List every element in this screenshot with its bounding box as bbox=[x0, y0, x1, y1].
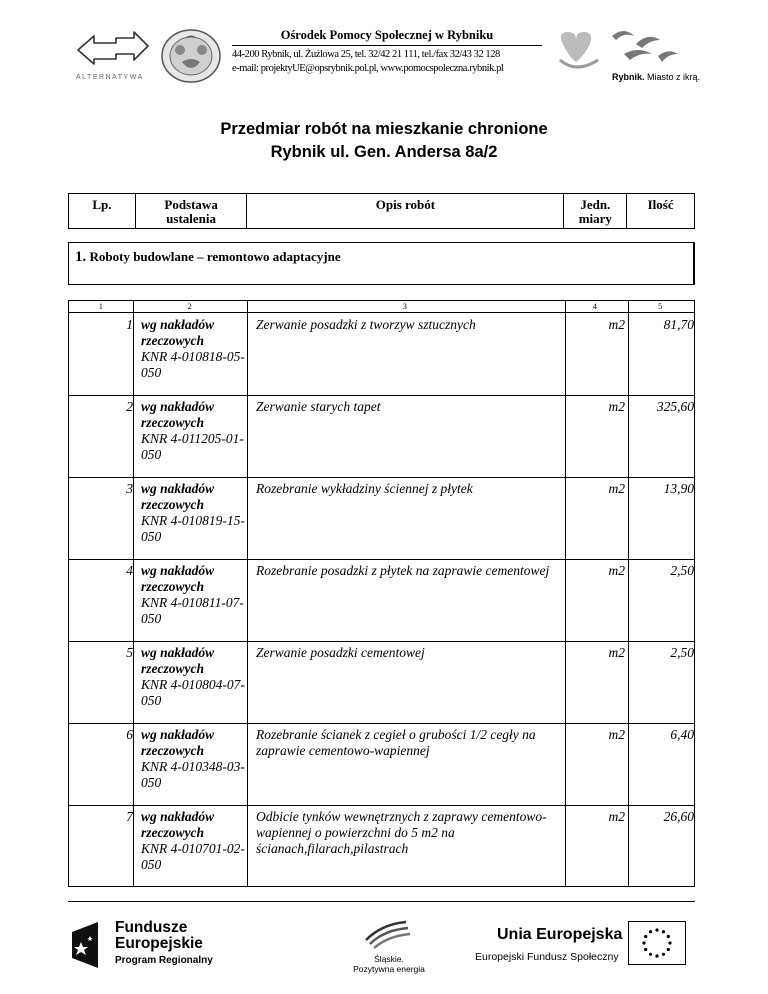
col-header-basis-l2: ustalenia bbox=[166, 211, 217, 226]
row-basis bbox=[141, 317, 249, 381]
col-header-unit-l2: miary bbox=[578, 211, 612, 226]
row-quantity: 2,50 bbox=[670, 645, 694, 660]
row-quantity: 13,90 bbox=[663, 481, 694, 496]
table-row bbox=[69, 478, 694, 560]
row-unit: m2 bbox=[608, 645, 625, 660]
footer-divider bbox=[68, 901, 695, 902]
row-unit: m2 bbox=[608, 317, 625, 332]
row-unit: m2 bbox=[608, 481, 625, 496]
row-lp: 4 bbox=[126, 563, 133, 578]
eu-star-icon bbox=[662, 930, 665, 933]
title-line-2: Rybnik ul. Gen. Andersa 8a/2 bbox=[270, 143, 498, 161]
eu-star-icon bbox=[655, 954, 658, 957]
eu-star-icon bbox=[668, 941, 671, 944]
row-basis-type: wg nakładów rzeczowych bbox=[141, 645, 215, 676]
eu-flag-icon bbox=[628, 921, 686, 965]
eu-star-icon bbox=[644, 935, 647, 938]
org-name: Ośrodek Pomocy Społecznej w Rybniku bbox=[232, 28, 542, 46]
slaskie-text bbox=[344, 954, 434, 974]
row-lp: 5 bbox=[126, 645, 133, 660]
row-basis-type: wg nakładów rzeczowych bbox=[141, 317, 215, 348]
row-basis-code: KNR 4-010701-02-050 bbox=[141, 841, 245, 872]
row-description: Zerwanie starych tapet bbox=[256, 399, 381, 414]
row-quantity: 26,60 bbox=[663, 809, 694, 824]
fundusze-europejskie-text bbox=[115, 920, 203, 952]
col-header-basis-l1: Podstawa bbox=[164, 197, 218, 212]
row-basis-type: wg nakładów rzeczowych bbox=[141, 809, 215, 840]
rybnik-logo-text bbox=[612, 72, 700, 82]
slaskie-line-1: Śląskie. bbox=[374, 954, 404, 964]
col-header-qty: Ilość bbox=[647, 197, 674, 212]
col-number: 5 bbox=[658, 302, 663, 311]
row-unit: m2 bbox=[608, 563, 625, 578]
section-number: 1. bbox=[75, 249, 87, 265]
row-description: Zerwanie posadzki z tworzyw sztucznych bbox=[256, 317, 476, 332]
letterhead bbox=[0, 0, 768, 100]
col-number: 2 bbox=[187, 302, 192, 311]
row-basis-code: KNR 4-010819-15-050 bbox=[141, 513, 245, 544]
rybnik-brand: Rybnik. bbox=[612, 72, 645, 82]
table-row bbox=[69, 314, 694, 396]
table-row bbox=[69, 724, 694, 806]
table-header bbox=[68, 193, 695, 229]
row-description: Rozebranie wykładziny ściennej z płytek bbox=[256, 481, 473, 496]
eu-star-icon bbox=[649, 953, 652, 956]
eu-star-icon bbox=[655, 928, 658, 931]
eu-star-icon bbox=[667, 935, 670, 938]
row-quantity: 6,40 bbox=[670, 727, 694, 742]
section-header bbox=[68, 242, 695, 285]
table-row bbox=[69, 396, 694, 478]
col-header-unit-l1: Jedn. bbox=[580, 197, 611, 212]
col-header-basis bbox=[136, 194, 248, 228]
alternatywa-logo-text: ALTERNATYWA bbox=[76, 74, 144, 81]
row-quantity: 2,50 bbox=[670, 563, 694, 578]
row-basis bbox=[141, 481, 249, 545]
row-unit: m2 bbox=[608, 399, 625, 414]
col-header-desc: Opis robót bbox=[247, 194, 564, 228]
row-basis-code: KNR 4-010818-05-050 bbox=[141, 349, 245, 380]
column-numbers bbox=[69, 301, 694, 313]
row-basis-type: wg nakładów rzeczowych bbox=[141, 399, 215, 430]
fe-line-1: Fundusze bbox=[115, 919, 188, 936]
items-table bbox=[68, 300, 695, 887]
row-basis-code: KNR 4-010348-03-050 bbox=[141, 759, 245, 790]
row-lp: 7 bbox=[126, 809, 133, 824]
col-number: 3 bbox=[402, 302, 407, 311]
title-line-1: Przedmiar robót na mieszkanie chronione bbox=[220, 120, 548, 138]
row-basis bbox=[141, 563, 249, 627]
row-lp: 2 bbox=[126, 399, 133, 414]
row-basis bbox=[141, 727, 249, 791]
document-title bbox=[0, 118, 768, 164]
row-description: Odbicie tynków wewnętrznych z zaprawy cementowo-wapiennej o powierzchni do 5 m2 na ścianach,filarach,pilastrach bbox=[256, 809, 547, 856]
section-title: Roboty budowlane – remontowo adaptacyjne bbox=[89, 249, 341, 264]
eu-star-icon bbox=[649, 930, 652, 933]
row-basis-code: KNR 4-011205-01-050 bbox=[141, 431, 244, 462]
row-basis bbox=[141, 399, 249, 463]
row-basis-type: wg nakładów rzeczowych bbox=[141, 481, 215, 512]
unia-europejska-title: Unia Europejska bbox=[497, 926, 623, 943]
row-lp: 6 bbox=[126, 727, 133, 742]
row-quantity: 325,60 bbox=[656, 399, 694, 414]
table-row bbox=[69, 642, 694, 724]
col-number: 1 bbox=[98, 302, 103, 311]
row-basis-code: KNR 4-010804-07-050 bbox=[141, 677, 245, 708]
rybnik-slogan: Miasto z ikrą. bbox=[647, 72, 701, 82]
row-unit: m2 bbox=[608, 809, 625, 824]
row-description: Rozebranie ścianek z cegieł o grubości 1/2 cegły na zaprawie cementowo-wapiennej bbox=[256, 727, 536, 758]
org-contact: e-mail: projektyUE@opsrybnik.pol.pl, www.pomocspoleczna.rybnik.pl bbox=[232, 63, 504, 74]
fe-line-2: Europejskie bbox=[115, 935, 203, 952]
col-number: 4 bbox=[592, 302, 597, 311]
fundusze-europejskie-logo-icon bbox=[72, 922, 108, 968]
row-lp: 1 bbox=[126, 317, 133, 332]
row-basis-type: wg nakładów rzeczowych bbox=[141, 727, 215, 758]
col-header-unit bbox=[564, 194, 627, 228]
slaskie-line-2: Pozytywna energia bbox=[353, 964, 425, 974]
program-regionalny-text: Program Regionalny bbox=[115, 955, 213, 966]
row-unit: m2 bbox=[608, 727, 625, 742]
eu-star-icon bbox=[662, 953, 665, 956]
org-contact-block bbox=[232, 28, 542, 74]
row-basis bbox=[141, 809, 249, 873]
row-lp: 3 bbox=[126, 481, 133, 496]
row-quantity: 81,70 bbox=[663, 317, 694, 332]
row-basis-code: KNR 4-010811-07-050 bbox=[141, 595, 244, 626]
table-row bbox=[69, 560, 694, 642]
org-address: 44-200 Rybnik, ul. Żużlowa 25, tel. 32/42 21 111, tel./fax 32/43 32 128 bbox=[232, 49, 500, 60]
row-description: Rozebranie posadzki z płytek na zaprawie cementowej bbox=[256, 563, 550, 578]
col-header-lp: Lp. bbox=[69, 194, 136, 228]
row-description: Zerwanie posadzki cementowej bbox=[256, 645, 425, 660]
ops-seal-icon bbox=[160, 26, 222, 84]
row-basis-type: wg nakładów rzeczowych bbox=[141, 563, 215, 594]
efs-subtitle: Europejski Fundusz Społeczny bbox=[475, 951, 619, 963]
eu-star-icon bbox=[644, 948, 647, 951]
table-row bbox=[69, 806, 694, 888]
row-basis bbox=[141, 645, 249, 709]
slaskie-logo-icon bbox=[362, 916, 412, 952]
eu-star-icon bbox=[667, 948, 670, 951]
eu-star-icon bbox=[642, 941, 645, 944]
